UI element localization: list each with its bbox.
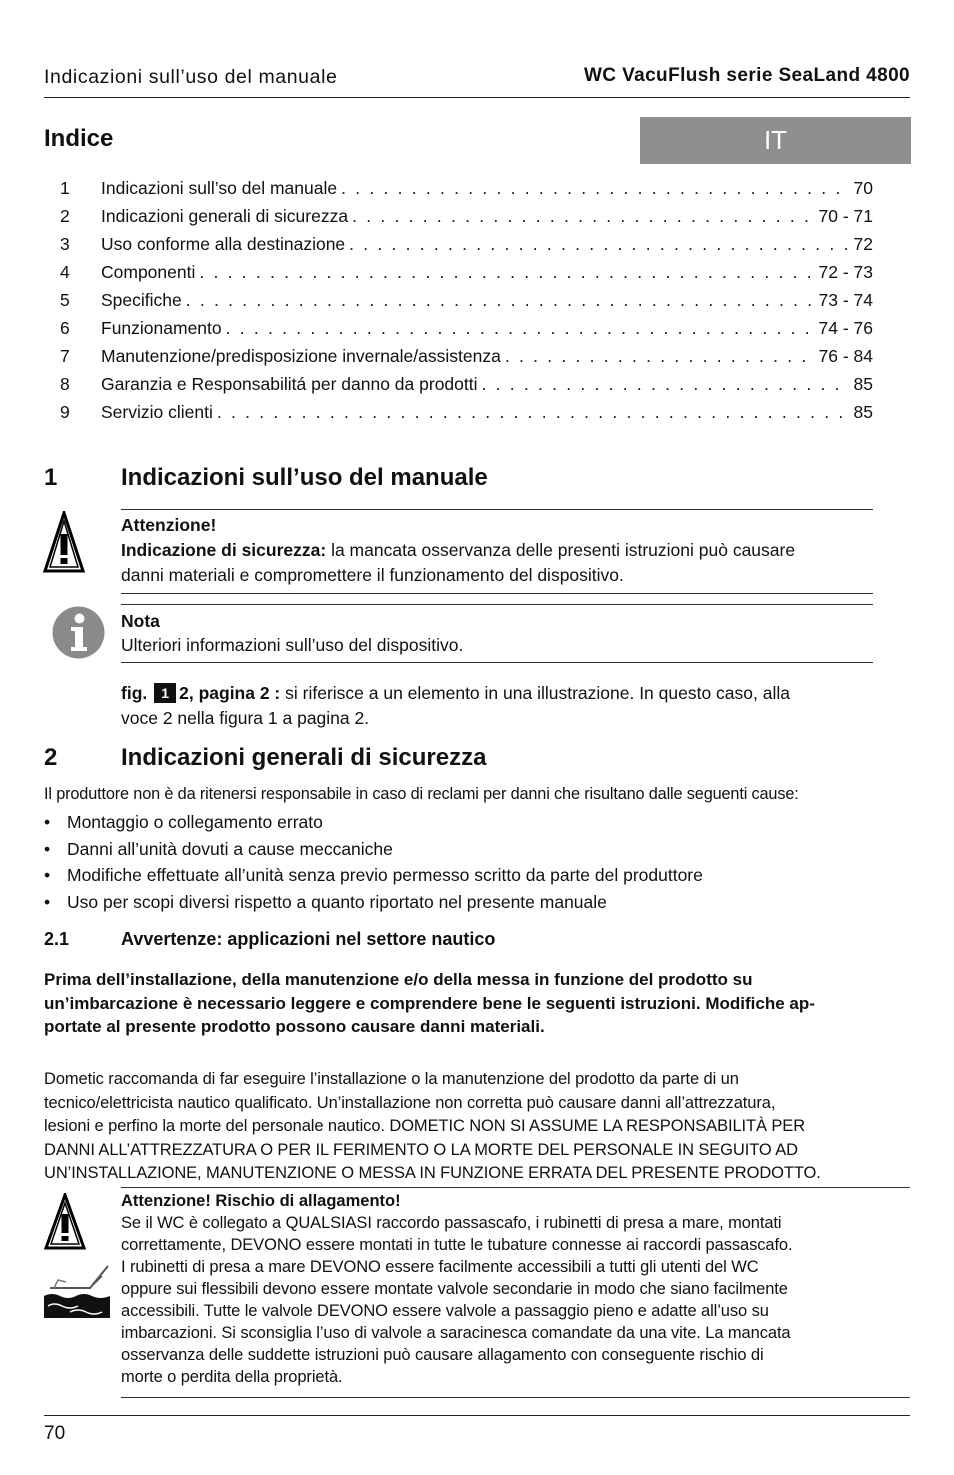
toc-title: Funzionamento	[101, 318, 222, 338]
list-item	[44, 865, 703, 892]
list-item-text: Montaggio o collegamento errato	[67, 812, 323, 832]
flood-warning-line: oppure sui flessibili devono essere montate valvole secondarie in modo che siano facilmente	[121, 1280, 788, 1298]
paragraph-line: tecnico/elettricista nautico qualificato. Un’installazione non corretta può causare danni all’attrezzatura,	[44, 1093, 776, 1112]
toc-entry[interactable]	[60, 234, 873, 262]
flood-warning-top-rule	[121, 1187, 910, 1188]
dometic-paragraph	[44, 1068, 910, 1186]
note-heading: Nota	[121, 611, 160, 631]
index-title: Indice	[44, 125, 114, 152]
note-bottom-rule	[121, 662, 873, 663]
figure-reference	[121, 681, 881, 706]
info-icon	[52, 606, 105, 659]
toc-leader-dots	[199, 262, 814, 283]
figure-lead: fig.	[121, 683, 148, 703]
bullet-icon: •	[44, 838, 51, 859]
flood-warning-text	[121, 1212, 793, 1388]
warning-triangle-icon	[44, 1193, 86, 1251]
toc-page: 76 - 84	[818, 346, 873, 366]
figure-ref: 2, pagina 2 :	[179, 683, 281, 703]
toc-leader-dots	[341, 178, 849, 199]
toc-page: 70	[853, 178, 873, 198]
flood-warning-line: morte o perdita della proprietà.	[121, 1368, 343, 1386]
subsection-title: Avvertenze: applicazioni nel settore nautico	[121, 929, 496, 949]
flood-warning-bottom-rule	[121, 1397, 910, 1398]
flood-warning-line: accessibili. Tutte le valvole DEVONO essere valvole a passaggio pieno e adatte all’uso su	[121, 1302, 769, 1320]
toc-page: 72 - 73	[818, 262, 873, 282]
toc-leader-dots	[352, 206, 814, 227]
warning-text-line1: la mancata osservanza delle presenti istruzioni può causare	[326, 540, 796, 560]
toc-title: Manutenzione/predisposizione invernale/assistenza	[101, 346, 501, 366]
header-divider	[44, 97, 910, 98]
language-label: IT	[763, 125, 788, 155]
toc-number: 1	[60, 178, 70, 198]
toc-page: 85	[853, 374, 873, 394]
toc-number: 5	[60, 290, 70, 310]
list-item-text: Uso per scopi diversi rispetto a quanto riportato nel presente manuale	[67, 891, 607, 912]
warning-text-line2: danni materiali e compromettere il funzionamento del dispositivo.	[121, 565, 624, 585]
paragraph-line: Dometic raccomanda di far eseguire l’installazione o la manutenzione del prodotto da parte di un	[44, 1070, 739, 1088]
toc-entry[interactable]	[60, 178, 873, 206]
toc-title: Servizio clienti	[101, 402, 213, 422]
figure-ref-text-line2: voce 2 nella figura 1 a pagina 2.	[121, 708, 370, 728]
note-top-rule	[121, 604, 873, 605]
flood-warning-line: Se il WC è collegato a QUALSIASI raccordo passascafo, i rubinetti di presa a mare, montati	[121, 1214, 782, 1232]
warning-top-rule	[121, 509, 873, 510]
running-header-section: Indicazioni sull’uso del manuale	[44, 66, 338, 88]
language-tab	[640, 117, 911, 164]
toc-number: 7	[60, 346, 70, 366]
toc-entry[interactable]	[60, 290, 873, 318]
toc-number: 3	[60, 234, 70, 254]
toc-page: 85	[853, 402, 873, 422]
list-item	[44, 892, 703, 919]
toc-leader-dots	[226, 318, 815, 339]
bullet-icon: •	[44, 812, 51, 832]
flooding-hazard-icon	[44, 1262, 111, 1318]
notice-line: un’imbarcazione è necessario leggere e comprendere bene le seguenti istruzioni. Modifiche ap-	[44, 993, 815, 1013]
flood-warning-heading: Attenzione! Rischio di allagamento!	[121, 1192, 401, 1210]
toc-leader-dots	[186, 290, 815, 311]
flood-warning-line: osservanza delle suddette istruzioni può causare allagamento con conseguente rischio di	[121, 1346, 764, 1364]
running-header-product: WC VacuFlush serie SeaLand 4800	[583, 65, 910, 86]
toc-title: Componenti	[101, 262, 196, 282]
toc-page: 74 - 76	[818, 318, 873, 338]
footer-divider	[44, 1415, 910, 1416]
toc-entry[interactable]	[60, 346, 873, 374]
warning-lead: Indicazione di sicurezza:	[121, 540, 327, 560]
toc-page: 73 - 74	[818, 290, 873, 310]
page-number: 70	[44, 1423, 66, 1444]
toc-entry[interactable]	[60, 402, 873, 430]
warning-triangle-icon	[43, 511, 85, 574]
flood-warning-line: correttamente, DEVONO essere montati in tutte le tubature connesse ai raccordi passascafo.	[121, 1236, 793, 1254]
section-number: 2	[44, 744, 58, 771]
note-text: Ulteriori informazioni sull’uso del dispositivo.	[121, 635, 464, 655]
paragraph-line: DANNI ALL’ATTREZZATURA O PER IL FERIMENTO O LA MORTE DEL PERSONALE IN SEGUITO AD	[44, 1140, 798, 1159]
list-item-text: Danni all’unità dovuti a cause meccaniche	[67, 838, 393, 859]
paragraph-line: lesioni e perfino la morte del personale nautico. DOMETIC NON SI ASSUME LA RESPONSABILITÀ PER	[44, 1117, 806, 1135]
toc-entry[interactable]	[60, 206, 873, 234]
paragraph-line: UN’INSTALLAZIONE, MANUTENZIONE O MESSA IN FUNZIONE ERRATA DEL PRESENTE PRODOTTO.	[44, 1164, 821, 1182]
flood-warning-line: imbarcazioni. Si sconsiglia l’uso di valvole a saracinesca comandate da una vite. La mancata	[121, 1324, 791, 1342]
list-item-text: Modifiche effettuate all’unità senza previo permesso scritto da parte del produttore	[67, 865, 703, 885]
toc-number: 8	[60, 374, 70, 394]
warning-bottom-rule	[121, 593, 873, 594]
toc-page: 70 - 71	[818, 206, 873, 226]
toc-title: Garanzia e Responsabilitá per danno da prodotti	[101, 374, 478, 394]
toc-number: 4	[60, 262, 70, 282]
flood-warning-line: I rubinetti di presa a mare DEVONO essere facilmente accessibili a tutti gli utenti del WC	[121, 1258, 759, 1276]
toc-leader-dots	[349, 234, 849, 255]
toc-leader-dots	[217, 402, 850, 423]
table-of-contents	[60, 178, 873, 430]
section-number: 1	[44, 464, 58, 491]
bullet-icon: •	[44, 891, 51, 912]
important-notice	[44, 968, 910, 1039]
toc-entry[interactable]	[60, 374, 873, 402]
warning-heading: Attenzione!	[121, 515, 217, 535]
notice-line: portate al presente prodotto possono causare danni materiali.	[44, 1017, 545, 1036]
warning-text	[121, 538, 881, 563]
toc-number: 6	[60, 318, 70, 338]
toc-title: Uso conforme alla destinazione	[101, 234, 346, 254]
notice-line: Prima dell’installazione, della manutenzione e/o della messa in funzione del prodotto su	[44, 970, 753, 989]
toc-title: Specifiche	[101, 290, 182, 310]
bullet-icon: •	[44, 865, 51, 885]
figure-number-badge: 1	[154, 683, 176, 703]
toc-page: 72	[853, 234, 873, 254]
list-item	[44, 839, 703, 866]
cause-list	[44, 812, 703, 918]
toc-number: 9	[60, 402, 70, 422]
toc-number: 2	[60, 206, 70, 226]
subsection-number: 2.1	[44, 929, 70, 949]
section-title: Indicazioni generali di sicurezza	[121, 744, 487, 771]
figure-ref-text-line1: si riferisce a un elemento in una illustrazione. In questo caso, alla	[280, 683, 790, 703]
toc-leader-dots	[482, 374, 850, 395]
section-intro: Il produttore non è da ritenersi responsabile in caso di reclami per danni che risultano dalle seguenti cause:	[44, 785, 799, 803]
toc-title: Indicazioni sull’so del manuale	[101, 178, 338, 198]
toc-title: Indicazioni generali di sicurezza	[101, 206, 349, 226]
section-title: Indicazioni sull’uso del manuale	[121, 464, 488, 491]
list-item	[44, 812, 703, 839]
toc-leader-dots	[505, 346, 815, 367]
toc-entry[interactable]	[60, 318, 873, 346]
toc-entry[interactable]	[60, 262, 873, 290]
